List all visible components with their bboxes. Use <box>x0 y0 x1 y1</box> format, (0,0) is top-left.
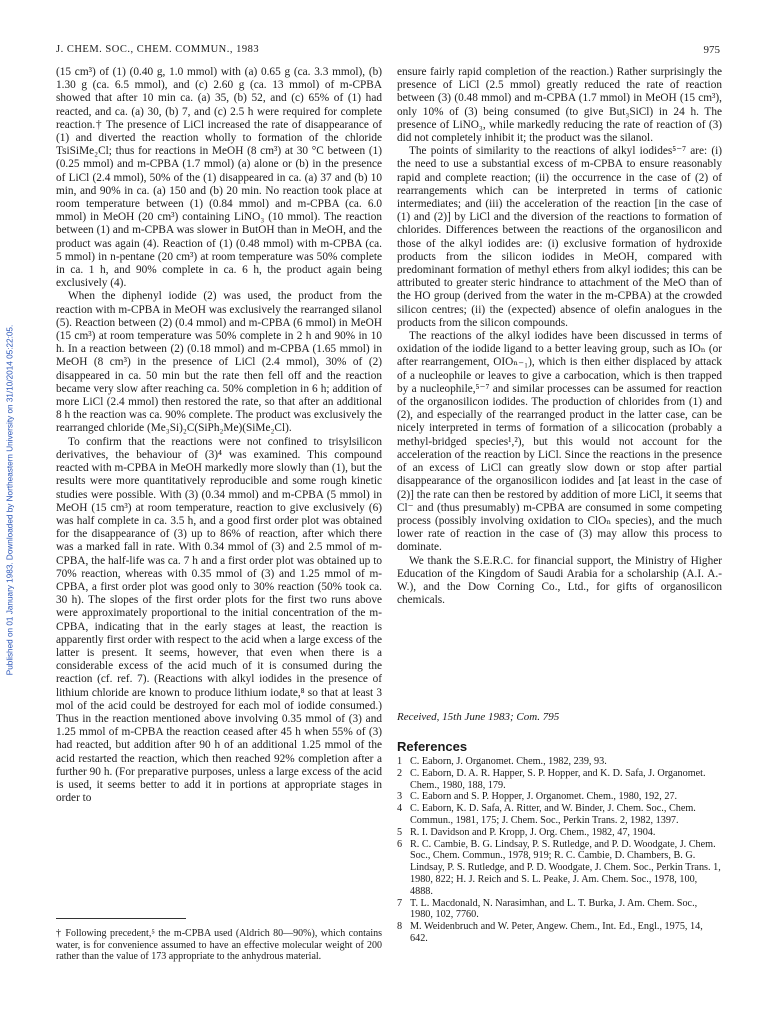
paragraph: When the diphenyl iodide (2) was used, the product from the reaction with m-CPBA in MeOH was exclusively the rearranged silanol (5). Reaction between (2) (0.4 mmol) and m-CPBA (6 mmol) in MeOH (15 cm³) at room temperature was 50% complete in 2 h and 90% in 10 h. In a reaction between (2) (0.18 mmol) and m-CPBA (1.65 mmol) in MeOH (8 cm³) in the presence of LiCl (2.4 mmol), 30% of (2) disappeared in ca. 50 min but the rate then fell off and the reaction became very slow after reaching ca. 50% completion in 6 h; addition of more LiCl (2.4 mmol) then restored the rate, so that after an additional 8 h the reaction was ca. 90% complete. The product was exclusively the rearranged chloride (Me₃Si)₂C(SiPh₂Me)(SiMe₂Cl). <box>56 290 382 435</box>
reference-text: C. Eaborn, K. D. Safa, A. Ritter, and W. Binder, J. Chem. Soc., Chem. Commun., 1981, 175; J. Chem. Soc., Perkin Trans. 2, 1982, 1397. <box>410 803 696 826</box>
references-list <box>397 756 722 945</box>
paragraph: The points of similarity to the reactions of alkyl iodides⁵⁻⁷ are: (i) the need to use a substantial excess of m-CPBA to ensure reasonably rapid and complete reaction; (ii) the occurrence in the case of (2) of rearrangements which can be interpreted in terms of cationic intermediates; and (iii) the acceleration of the reaction [in the case of (1) and (2)] by LiCl and the diversion of the reactions to formation of chlorides. Differences between the reactions of the organosilicon and those of the alkyl iodides are: (i) exclusive formation of hydroxide products from the silicon iodides in MeOH, compared with predominant formation of methyl ethers from alkyl iodides; this can be attributed to greater steric hindrance to attachment of the MeO than of the HO group (derived from the water in the m-CPBA) at the crowded silicon centres; (ii) the (expected) absence of olefin analogues in the products from the silicon compounds. <box>397 145 722 329</box>
reference-item <box>397 768 722 792</box>
download-watermark-text[interactable]: Published on 01 January 1983. Downloaded by Northeastern University on 31/10/2014 05:22:05. <box>5 324 15 676</box>
reference-number: 5 <box>397 826 403 838</box>
footnote-divider <box>56 918 186 919</box>
running-header: J. CHEM. SOC., CHEM. COMMUN., 1983 <box>56 44 260 55</box>
reference-text: M. Weidenbruch and W. Peter, Angew. Chem., Int. Ed., Engl., 1975, 14, 642. <box>410 921 703 944</box>
reference-item <box>397 839 722 898</box>
reference-text: C. Eaborn, D. A. R. Happer, S. P. Hopper, and K. D. Safa, J. Organomet. Chem., 1980, 188, 179. <box>410 767 706 791</box>
footnote: † Following precedent,⁵ the m-CPBA used (Aldrich 80—90%), which contains water, is for convenience assumed to have an effective molecular weight of 200 rather than the value of 173 appropriate to the anhydrous material. <box>56 928 382 963</box>
reference-text: R. C. Cambie, B. G. Lindsay, P. S. Rutledge, and P. D. Woodgate, J. Chem. Soc., Chem. Commun., 1978, 919; R. C. Cambie, D. Chambers, B. G. Lindsay, P. S. Rutledge, and P. D. Woodgate, J. Chem. Soc., Perkin Trans. 1, 1980, 822; H. J. Reich and S. L. Peake, J. Am. Chem. Soc., 1978, 100, 4888. <box>410 838 721 897</box>
page-number: 975 <box>703 44 720 56</box>
received-date: Received, 15th June 1983; Com. 795 <box>397 711 560 723</box>
reference-item <box>397 791 722 803</box>
references-heading: References <box>397 739 468 754</box>
reference-item <box>397 756 722 768</box>
reference-number: 6 <box>397 838 403 850</box>
reference-number: 1 <box>397 756 403 767</box>
reference-text: C. Eaborn and S. P. Hopper, J. Organomet. Chem., 1980, 192, 27. <box>410 791 678 803</box>
reference-text: T. L. Macdonald, N. Narasimhan, and L. T. Burka, J. Am. Chem. Soc., 1980, 102, 7760. <box>410 897 698 921</box>
paragraph: To confirm that the reactions were not confined to trisylsilicon derivatives, the behaviour of (3)⁴ was examined. This compound reacted with m-CPBA in MeOH markedly more slowly than (1), but the results were more quantitatively reproducible and some rough kinetic studies were possible. With (3) (0.34 mmol) and m-CPBA (5 mmol) in MeOH (15 cm³) at room temperature, reaction to give exclusively (6) was half complete in ca. 3.5 h, and a good first order plot was obtained for the disappearance of (3) up to 86% of reaction, after which there was a marked fall in rate. With 0.34 mmol of (3) and 2.5 mmol of m-CPBA, the half-life was ca. 7 h and a first order plot was obtained up to 70% reaction, whereas with 0.35 mmol of (3) and 1.25 mmol of m-CPBA, a first order plot was good only to 30% reaction (50% took ca. 30 h). The slopes of the first order plots for the first two runs above were approximately proportional to the initial concentration of the m-CPBA, indicating that in the early stages at least, the reaction is apparently first order with respect to the acid when a large excess of the latter is present. It seems, however, that even when there is a considerable excess of the acid much of it is consumed during the reaction (cf. ref. 7). (Reactions with alkyl iodides in the presence of lithium chloride are known to produce lithium iodate,⁸ so that at least 3 mol of the acid could be destroyed for each mol of iodide consumed.) Thus in the reaction mentioned above involving 0.35 mmol of (3) and 1.25 mmol of m-CPBA the reaction ceased after 45 h when 55% of (3) had reacted, but addition after 90 h of an additional 1.25 mmol of the acid restarted the reaction, which then reached 92% completion after a further 90 h. (For preparative purposes, unless a large excess of the acid is used, it seems better to add it in portions at appropriate stages in order to <box>56 435 382 805</box>
right-column <box>397 66 722 607</box>
paragraph: (15 cm³) of (1) (0.40 g, 1.0 mmol) with (a) 0.65 g (ca. 3.3 mmol), (b) 1.30 g (ca. 6.5 mmol), and (c) 2.60 g (ca. 13 mmol) of m-CPBA showed that after 10 min ca. (a) 35, (b) 52, and (c) 65% of (1) had reacted, and ca. (a) 30, (b) 7, and (c) 2.5 h were required for complete reaction.† The presence of LiCl increased the rate of disappearance of (1) and diverted the reaction wholly to formation of the chloride TsiSiMe₂Cl; thus for reactions in MeOH (8 cm³) at 30 °C between (1) (0.25 mmol) and m-CPBA (1.7 mmol) (a) alone or (b) in the presence of LiCl (2.4 mmol), 50% of the (1) disappeared in ca. (a) 37 and (b) 10 min, and 90% in ca. (a) 150 and (b) 20 min. No reaction took place at room temperature between (1) (0.84 mmol) and m-CPBA (ca. 6.0 mmol) in MeOH (20 cm³) containing LiNO₃ (10 mmol). The reaction between (1) and m-CPBA was slower in ButOH than in MeOH, and the product was again (4). Reaction of (1) (0.48 mmol) with m-CPBA (ca. 5 mmol) in n-pentane (20 cm³) at room temperature was 50% complete in ca. 1 h, and 90% complete in ca. 6 h, the product again being exclusively (4). <box>56 66 382 290</box>
reference-number: 4 <box>397 803 403 815</box>
left-column <box>56 66 382 805</box>
reference-number: 7 <box>397 897 403 909</box>
reference-item <box>397 827 722 839</box>
paragraph: We thank the S.E.R.C. for financial support, the Ministry of Higher Education of the Kingdom of Saudi Arabia for a scholarship (A.I. A.-W.), and the Dow Corning Co., Ltd., for gifts of organosilicon chemicals. <box>397 554 722 607</box>
reference-item <box>397 803 722 827</box>
paragraph: ensure fairly rapid completion of the reaction.) Rather surprisingly the presence of LiCl (2.5 mmol) greatly reduced the rate of reaction between (3) (0.48 mmol) and m-CPBA (1.7 mmol) in MeOH (15 cm³), only 10% of (3) being consumed (to give But₃SiCl) in 24 h. The presence of LiNO₃, while markedly reducing the rate of reaction of (3) did not completely inhibit it; the product was the silanol. <box>397 66 722 145</box>
reference-item <box>397 921 722 945</box>
reference-number: 2 <box>397 767 403 779</box>
reference-text: R. I. Davidson and P. Kropp, J. Org. Chem., 1982, 47, 1904. <box>410 826 656 838</box>
reference-item <box>397 898 722 922</box>
paragraph: The reactions of the alkyl iodides have been discussed in terms of oxidation of the iodide ligand to a better leaving group, such as IOₙ (or after rearrangement, OIOₙ₋₁), which is then either displaced by attack of a nucleophile or leaves to give a carbocation, which is then trapped by a nucleophile,⁵⁻⁷ and similar processes can be assumed for reaction of the organosilicon iodides. The production of chlorides from (1) and (2), and especially of the rearranged product in the latter case, can be nicely interpreted in terms of formation of a silicocation (probably a methyl-bridged species¹,²), but this would not account for the acceleration of the reaction by LiCl. Since the reactions in the presence of an excess of LiCl can greatly slow down or stop after partial disappearance of the organosilicon iodides and [at least in the case of (2)] the rate can then be restored by addition of more LiCl, it seems that Cl⁻ and (thus presumably) m-CPBA are consumed in some competing process (possibly involving oxidation to ClOₙ species), and the much lower rate of reaction in the case of (3) may allow this process to dominate. <box>397 330 722 554</box>
reference-text: C. Eaborn, J. Organomet. Chem., 1982, 239, 93. <box>410 756 607 767</box>
download-watermark <box>2 200 18 800</box>
reference-number: 3 <box>397 791 403 803</box>
reference-number: 8 <box>397 921 403 933</box>
